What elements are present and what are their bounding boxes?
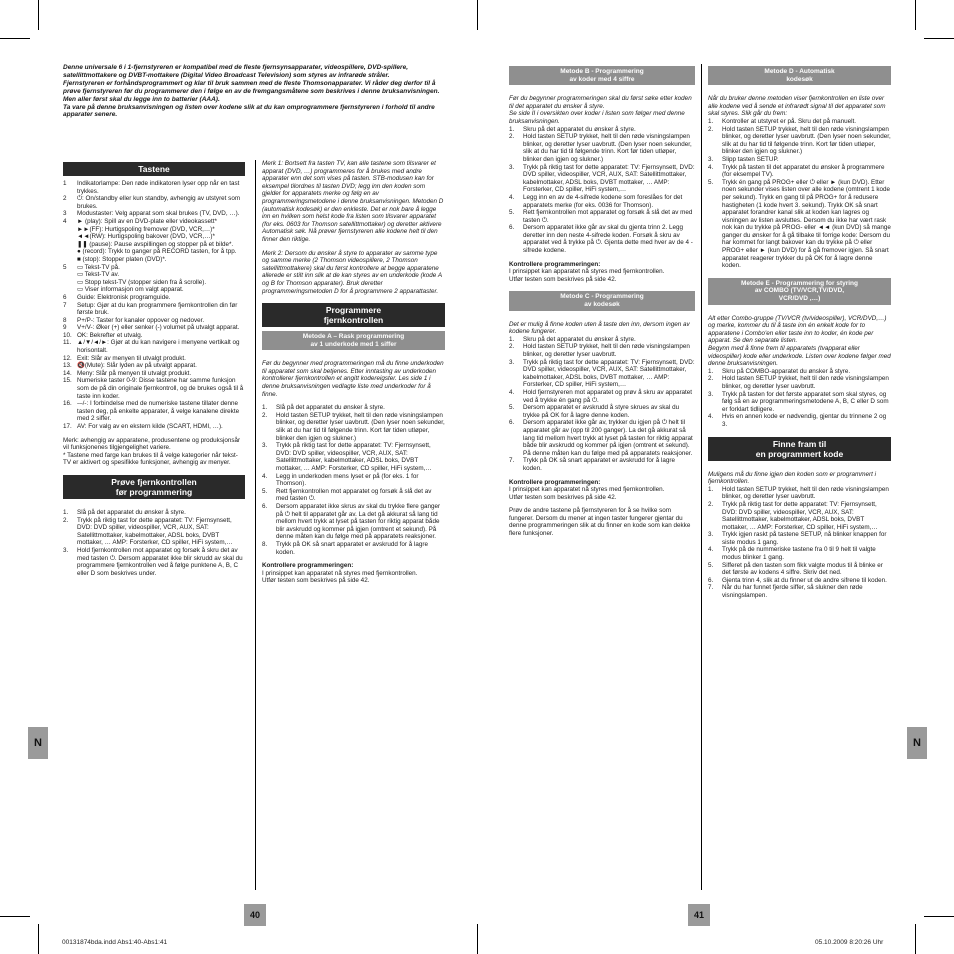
item-number: 1. [509,335,515,343]
list-item [63,377,245,400]
item-text: Trykk på de nummeriske tastene fra 0 til 9 helt til valgte modus blinker 1 gang. [722,546,876,562]
list-item [63,362,245,370]
metode-e-intro: Alt etter Combo-gruppe (TV/VCR (tv/videospiller), VCR/DVD,…) og merke, kommer du til å taste inn én enkelt kode for to apparatene i Combo'en eller taste inn to koder, én kode per apparat. Se den separate listen. Begynn med å finne frem til apparatets (tvapparat eller videospiller) kode eller underkode. Listen over kodene følger med denne bruksanvisningen. [708,314,891,368]
section-header-metode-a: Metode A – Rask programmering av 1 underkode med 1 siffer [262,331,445,350]
list-item [708,164,891,179]
list-item [63,294,245,302]
item-number: 9 [63,324,67,332]
section-header-metode-d: Metode D - Automatisk kodesøk [708,66,891,85]
item-text: Setup: Gjør at du kan programmere fjernkontrollen din før første bruk. [77,301,238,317]
kontroll-c-text: I prinsippet kan apparatet nå styres med fjernkontrollen. Utfør testen som beskrives på side 42. [509,486,665,501]
kontroll-b-title: Kontrollere programmeringen: [509,260,601,268]
list-item [63,332,245,340]
item-number: 2. [509,133,515,141]
list-item [708,531,891,546]
item-text: -–/-: I forbindelse med de numeriske tastene tillater denne tasten deg, på enkelte apparater, å velge kanalene direkte med 2 siffer. [77,400,240,423]
list-item [63,210,245,218]
metode-b-steps [509,126,695,255]
metode-a-intro: Før du begynner med programmeringen må du finne underkoden til apparatet som skal betjenes. Etter inntasting av underkoden kontrollerer fjernkontrollen et angitt kodereigster. Les side 1 i denne bruksanvisningen vedlagte liste med underkoder for å finne. [262,360,444,398]
item-number: 1 [63,180,67,187]
finne-steps [708,486,891,600]
item-number: 3. [262,442,268,450]
item-text: Dersom apparatet ikke går av, trykker du igjen på ⏻ helt til apparatet går av (opp til 200 ganger). La det gå akkurat så lang tid mellom hvert trykk at lyset på tasten for riktig apparat både blir avskrudd og kommer på igjen (omtrent et sekund). På denne måten kan du følge med på apparatets reaksjoner. [523,419,693,457]
item-number: 2. [262,411,268,419]
item-text: ► (play): Spill av en DVD-plate eller videokassett* ►►(FF): Hurtigspoling fremover (DVD, VCR,…)* ◄◄(RW): Hurtigspoling bakover (DVD, VCR,…)* ❚❚ (pause): Pause avspillingen og stopper på et bilde*. ● (record): Trykk to ganger på RECORD tasten, for å tpp. ■ (stop): Stopper platen (DVD)*. [77,217,237,263]
item-text: ⏻: On/standby eller kun standby, avhengig av utstyret som brukes. [77,195,241,210]
list-item [63,509,245,517]
list-item [63,400,245,423]
item-number: 5. [708,561,714,569]
item-text: Hold fjernkontrollen mot apparatet og forsøk å skru det av med tasten ⏻. Dersom apparatet ikke blir skrudd av skal du programmere fjernkontrollen ved å følge punktene A, B, C eller D som beskrives under. [77,546,243,577]
list-item [708,562,891,577]
footer-date: 05.10.2009 8:20:26 Uhr [815,939,884,946]
item-text: Exit: Slår av menyen til utvalgt produkt. [77,354,186,362]
item-number: 2 [63,195,67,203]
item-text: 🔇(Mute): Slår lyden av på utvalgt apparat. [77,362,197,370]
item-number: 4. [708,163,714,171]
section-header-metode-e: Metode E - Programmering for styring av COMBO (TV/VCR,TV/DVD, VCR/DVD ,…) [708,278,891,305]
item-number: 15. [63,377,72,385]
item-text: Guide: Elektronisk programguide. [77,293,171,301]
list-item [262,541,445,556]
list-item [509,126,695,134]
item-text: Trykk på riktig tast for dette apparatet: TV: Fjernsynsett, DVD: DVD spiller, videospiller, VCR, AUX, SAT: Satellittmottaker, kabelmottaker, ADSL boks, DVBT mottaker, … AMP: Forsterker, CD spiller, HiFi system,… [77,516,233,547]
column-2 [262,160,445,585]
list-item [63,370,245,378]
item-number: 7 [63,301,67,309]
list-item [63,423,245,431]
item-text: Trykk igjen raskt på tastene SETUP, nå blinker knappen for siste modus 1 gang. [722,531,887,546]
item-text: Hold tasten SETUP trykket, helt til den røde visningslampen blinker, og deretter lyser uavbrutt. (Den lyser noen sekunder, slik at du har tid til følgende trinn. Kort før tiden utløper, blinker den igjen og slukner.) [523,133,692,163]
item-text: Numeriske taster 0-9: Disse tastene har samme funksjon som de på din originale fjernkontroll, og de brukes også til å taste inn koder. [77,377,244,400]
list-item [63,218,245,264]
list-item [509,209,695,224]
item-number: 7. [509,457,515,465]
list-item [708,413,891,428]
finne-intro: Muligens må du finne igjen den koden som er programmert i fjernkontrollen. [708,470,877,486]
item-text: Gjenta trinn 4, slik at du finner ut de andre sifrene til koden. [722,576,887,584]
list-item [708,126,891,156]
item-number: 6. [262,502,268,510]
item-text: Hold fjernstyreren mot apparatet og prøv å skru av apparatet ved å trykke én gang på ⏻. [523,388,693,404]
item-number: 4 [63,217,67,225]
item-text: Skru på det apparatet du ønsker å styre. [523,335,636,343]
item-text: Modustaster: Velg apparat som skal brukes (TV, DVD, …). [77,210,240,218]
list-item [63,302,245,317]
item-number: 1. [708,367,714,375]
item-number: 8. [262,540,268,548]
column-4 [708,64,891,600]
metode-d-intro: Når du bruker denne metoden viser fjernkontrollen en liste over alle kodene ved å sende et infrarødt signal til det apparatet som skal styres. Slik går du frem: [708,95,886,118]
note-merk: Merk: avhengig av apparatene, produsentene og produksjonsår vil funksjonenes tilgjengelighet variere. * Tastene med farge kan brukes til å velge kategorier når tekst-TV er aktivert og spesifikke funksjoner, avhengig av menyer. [63,436,241,467]
column-divider [701,64,702,890]
item-text: Dersom apparatet ikke går av skal du gjenta trinn 2. Legg deretter inn den neste 4-sifrede koden. Forsøk å skru av apparatet ved å trykke på ⏻. Gjenta dette med hver av de 4 -sifrede kodene. [523,224,693,255]
item-text: Trykk på OK så snart apparatet er avskrudd for å lagre koden. [523,457,676,472]
item-number: 6. [708,576,714,584]
item-number: 4. [708,413,714,421]
item-number: 10. [63,331,72,339]
list-item [509,164,695,194]
item-number: 4. [708,546,714,554]
item-text: Kontroller at utstyret er på. Skru det på manuelt. [722,117,857,125]
section-header-tastene: Tastene [63,162,245,176]
note-merk-2: Merk 2: Dersom du ønsker å styre to apparater av samme type og samme merke (2 Thomson videospillere, 2 Thomson satellittmottakere) skal du først kontrollere at begge apparatene allerede er stilt inn slik at de kan styres av en underkode (kode A og B for Thomson apparater). Bruk deretter programmeringsmetoden D for å programmere 2 apparattaster. [262,249,442,295]
item-text: Trykk på tasten til det apparatet du ønsker å programmere (for eksempel TV). [722,163,885,179]
item-number: 11. [63,339,72,347]
item-number: 1. [509,125,515,133]
list-item [262,473,445,488]
section-header-metode-c: Metode C - Programmering av kodesøk [509,291,695,310]
item-number: 3 [63,210,67,218]
metode-c-steps [509,336,695,473]
list-item [262,412,445,442]
item-number: 16. [63,400,72,408]
page-41 [477,0,954,954]
kontroll-title: Kontrollere programmeringen: [262,562,354,570]
section-header-finne: Finne fram til en programmert kode [708,437,891,461]
list-item [509,336,695,344]
item-number: 1. [262,404,268,412]
item-number: 6. [509,224,515,232]
item-text: Hold tasten SETUP trykket, helt til den røde visningslampen blinker, og deretter lyser uavbrutt. [722,485,889,501]
page-number: 40 [244,904,266,926]
item-text: Hvis en annen kode er nødvendig, gjentar du trinnene 2 og 3. [722,413,887,428]
footer-file-info: 00131874bda.indd Abs1:40-Abs1:41 [62,939,168,946]
list-item [708,368,891,376]
item-text: Trykk på riktig tast for dette apparatet: TV: Fjernsynsett, DVD: DVD spiller, videospiller, VCR, AUX, SAT: Satellittmottaker, kabelmottaker, ADSL boks, DVBT mottaker, … AMP: Forsterker, CD spiller, HiFi system,… [722,500,878,531]
item-number: 14. [63,369,72,377]
list-item [708,375,891,390]
list-item [262,404,445,412]
item-number: 3. [708,390,714,398]
item-number: 1. [63,508,69,516]
item-text: Legg in underkoden mens lyset er på (for eks. 1 for Thomson). [276,472,419,488]
section-header-metode-b: Metode B - Programmering av koder med 4 siffre [509,66,695,85]
list-item [509,224,695,254]
list-item [708,584,891,599]
section-header-prove: Prøve fjernkontrollen før programmering [63,475,245,499]
prove-steps [63,509,245,577]
metode-a-steps [262,404,445,556]
metode-e-steps [708,368,891,429]
item-number: 3. [63,546,69,554]
item-number: 3. [708,155,714,163]
item-text: Rett fjernkontrollen mot apparatet og forsøk å slå det av med tasten ⏻. [276,487,432,503]
list-item [708,391,891,414]
page-number: 41 [688,904,710,926]
item-number: 4. [509,193,515,201]
item-number: 5. [509,404,515,412]
item-text: OK: Bekrefter et utvalg. [77,331,143,339]
prov-text: Prøv de andre tastene på fjernstyreren for å se hvilke som fungerer. Dersom du mener at ingen taster fungerer gjentar du denne programmeringen slik at du finner en kode som kan dekke flere funksjoner. [509,507,691,538]
list-item [63,180,245,195]
item-text: Trykk på tasten for det første apparatet som skal styres, og følg så en av programmeringsmetodene A, B, C eller D som er forklart tidligere. [722,390,889,413]
intro-text: Denne universale 6 i 1-fjernstyreren er kompatibel med de fleste fjernsynsapparater, videospillere, DVD-spillere, satellittmottakere og DVBT-mottakere (Digital Video Broadcast Television) som styres av infrarøde stråler. Fjernstyreren er forhåndsprogrammert og klar til bruk sammen med de fleste Thomsonapparater. Vi råder deg derfor til å prøve fjernstyreren før du programmerer den i følge en av de fremgangsmåtene som beskrives i denne bruksanvisningen. Men aller først skal du legge inn to batterier (AAA). Ta vare på denne bruksanvisningen og listen over kodene slik at du kan omprogrammere fjernstyreren i forhold til andre apparater senere. [63,64,440,119]
item-text: Skru på COMBO-apparatet du ønsker å styre. [722,367,851,375]
column-3 [509,64,695,538]
language-tab: N [28,727,48,759]
list-item [708,486,891,501]
item-text: Meny: Slår på menyen til utvalgt produkt. [77,369,192,377]
item-number: 5. [262,487,268,495]
metode-b-intro: Før du begynner programmeringen skal du først søke etter koden til det apparatet du ønsker å styre. Se side II i oversikten over koder i listen som følger med denne bruksanvisningen. [509,95,692,125]
list-item [509,194,695,209]
list-item [509,404,695,419]
item-number: 5. [509,209,515,217]
item-number: 13. [63,362,72,370]
item-text: Trykk på OK så snart apparatet er avskrudd for å lagre koden. [276,540,429,556]
list-item [262,503,445,541]
item-number: 3. [509,163,515,171]
item-number: 1. [708,117,714,125]
item-number: 1. [708,485,714,493]
item-text: P+/P-: Taster for kanaler oppover og nedover. [77,316,205,324]
item-number: 6 [63,293,67,301]
column-1 [63,160,245,577]
item-number: 4. [509,388,515,396]
item-number: 5 [63,263,67,271]
item-text: Trykk på riktig tast for dette apparatet: TV: Fjernsynsett, DVD: DVD spiller, videospiller, VCR, AUX, SAT: Satellittmottaker, kabelmottaker, ADSL boks, DVBT mottaker, … AMP: Forsterker, CD spiller, HiFi system,… [276,442,432,472]
item-number: 3. [708,531,714,539]
item-text: Slå på det apparatet du ønsker å styre. [77,508,186,516]
item-number: 4. [262,472,268,480]
language-tab: N [907,727,927,759]
note-merk-1: Merk 1: Bortsett fra tasten TV, kan alle tastene som tilsvarer et apparat (DVD, …) programmeres for å brukes med andre apparater enn det som vises på tasten. STB-modusen kan for eksempel tilordnes til tasten DVD; legg inn den koden som gjelder for apparatets merke og følg en av programmeringsmetodene i denne bruksanvisningen. Metoden D (automatisk kodesøk) er den enkleste. Det er nok bare å legge inn en hvilken som helst kode fra listen som tilsvarer apparatet (for eks. 0603 for Thomson satellittmottaker) og deretter aktivere Automatisk søk. Nå prøver fjernstyreren alle kodene helt til den finner den riktige. [262,160,444,243]
item-text: Rett fjernkontrollen mot apparatet og forsøk å slå det av med tasten ⏻. [523,209,693,224]
list-item [262,442,445,472]
item-number: 2. [509,343,515,351]
item-text: V+/V-: Øker (+) eller senker (-) volumet på utvalgt apparat. [77,324,240,332]
item-text: Hold tasten SETUP trykket, helt til den røde visningslampen blinker, og deretter lyser uavbrutt. [523,343,690,358]
item-text: Trykk på riktig tast for dette apparatet: TV: Fjernsynsett, DVD: DVD spiller, videospiller, VCR, AUX, SAT: Satellittmottaker, kabelmottaker, ADSL boks, DVBT mottaker, … AMP: Forsterker, CD spiller, HiFi system,… [523,358,695,389]
list-item [509,133,695,163]
list-item [708,118,891,126]
kontroll-text: I prinsippet kan apparatet nå styres med fjernkontrollen. Utfør testen som beskrives på side 42. [262,569,418,585]
item-number: 7. [708,584,714,592]
item-text: Skru på det apparatet du ønsker å styre. [523,125,636,133]
item-text: AV: For valg av en ekstern kilde (SCART, HDMI, …). [77,423,223,430]
item-text: Hold tasten SETUP trykket, helt til den røde visningslampen blinker, og deretter lyser uavbrutt. (Den lyser noen sekunder, slik at du har tid til følgende trinn. Kort før tiden utløper, blinker den igjen og slukner.) [276,411,445,442]
item-number: 17. [63,423,72,430]
item-text: Dersom apparatet ikke skrus av skal du trykke flere ganger på ⏻ helt til apparatet går av. La det gå akkurat så lang tid mellom hvert trykk at lyset på tasten for riktig apparat både blir avskrudd og kommer på igjen (omtrent et sekund). På denne måten kan du følge med på apparatets reaksjoner. [276,502,441,541]
item-text: Hold tasten SETUP trykket, helt til den røde visningslampen blinker, og deretter lyser uavbrutt. [722,375,889,390]
item-text: Slå på det apparatet du ønsker å styre. [276,404,385,412]
section-header-programmere: Programmere fjernkontrollen [262,303,445,327]
metode-d-steps [708,118,891,270]
list-item [509,457,695,472]
list-item [708,179,891,270]
item-text: Hold tasten SETUP trykket, helt til den røde visningslampen blinker, og deretter lyser uavbrutt. (Den lyser noen sekunder, slik at du har tid til følgende trinn. Kort før tiden utløper, blinker den igjen og slukner.) [722,125,891,156]
item-text: Legg inn en av de 4-sifrede kodene som foreslåes for det apparatets merke (for eks. 0036 for Thomson). [523,193,683,209]
item-number: 5. [708,178,714,186]
item-number: 6. [509,419,515,427]
list-item [63,517,245,547]
item-text: Trykk på riktig tast for dette apparatet: TV: Fjernsynsett, DVD: DVD spiller, videospiller, VCR, AUX, SAT: Satellittmottaker, kabelmottaker, ADSL boks, DVBT mottaker, … AMP: Forsterker, CD spiller, HiFi system,… [523,163,695,194]
item-number: 8 [63,316,67,324]
item-number: 2. [708,500,714,508]
metode-c-intro: Det er mulig å finne koden uten å taste den inn, dersom ingen av kodene fungerer. [509,320,690,336]
list-item [509,389,695,404]
list-item [63,324,245,332]
list-item [708,156,891,164]
item-number: 2. [708,375,714,383]
keys-list [63,180,245,431]
item-text: Når du har funnet fjerde siffer, så slukner den røde visningslampen. [722,584,863,600]
list-item [63,547,245,577]
item-text: ▲/▼/◄/►: Gjør at du kan navigere i menyene vertikalt og horisontalt. [77,339,240,355]
list-item [509,419,695,457]
item-number: 12. [63,354,72,362]
list-item [63,339,245,354]
item-text: Slipp tasten SETUP. [722,155,779,163]
item-text: Dersom apparatet er avskrudd å styre skrues av skal du trykke på OK for å lagre denne koden. [523,404,680,419]
column-divider [255,160,256,890]
list-item [509,359,695,389]
item-text: Indikatorlampe: Den røde indikatoren lyser opp når en tast trykkes. [77,180,240,195]
kontroll-c-title: Kontrollere programmeringen: [509,478,601,486]
item-text: Sifferet på den tasten som fikk valgte modus til å blinke er det første av kodens 4 siffre. Skriv det ned. [722,561,883,577]
list-item [63,195,245,210]
list-item [708,546,891,561]
kontroll-b-text: I prinsippet kan apparatet nå styres med fjernkontrollen. Utfør testen som beskrives på side 42. [509,268,665,283]
list-item [262,488,445,503]
list-item [509,343,695,358]
list-item [63,264,245,294]
item-number: 2. [708,125,714,133]
item-number: 3. [509,358,515,366]
item-text: Trykk én gang på PROG+ eller ⏻ eller ► (kun DVD). Etter noen sekunder vises listen over alle kodene (omtrent 1 kode per sekund). Trykk en gang til på PROG+ for å redusere hastigheten (1 kode hvert 3. sekund). Trykk OK så snart apparatet forandrer kanal slik at koden kan lagres og visningen av listen avsluttes. Dersom du ikke har vært rask nok kan du trykke på PROG- eller ◄◄ (kun DVD) så mange ganger du ønsker for å gå tilbake til forrige kode: Dersom du har kommet for langt bakover kan du trykke på ⏻ eller PROG+ eller ► (kun DVD) for å gå fremover igjen. Så snart apparatet reagerer trykker du på OK for å lagre denne koden. [722,178,891,270]
item-text: ▭ Tekst-TV på. ▭ Tekst-TV av. ▭ Stopp tekst-TV (stopper siden fra å scrolle). ▭ Viser informasjon om valgt apparat. [77,263,207,294]
item-number: 2. [63,516,69,524]
list-item [708,501,891,531]
